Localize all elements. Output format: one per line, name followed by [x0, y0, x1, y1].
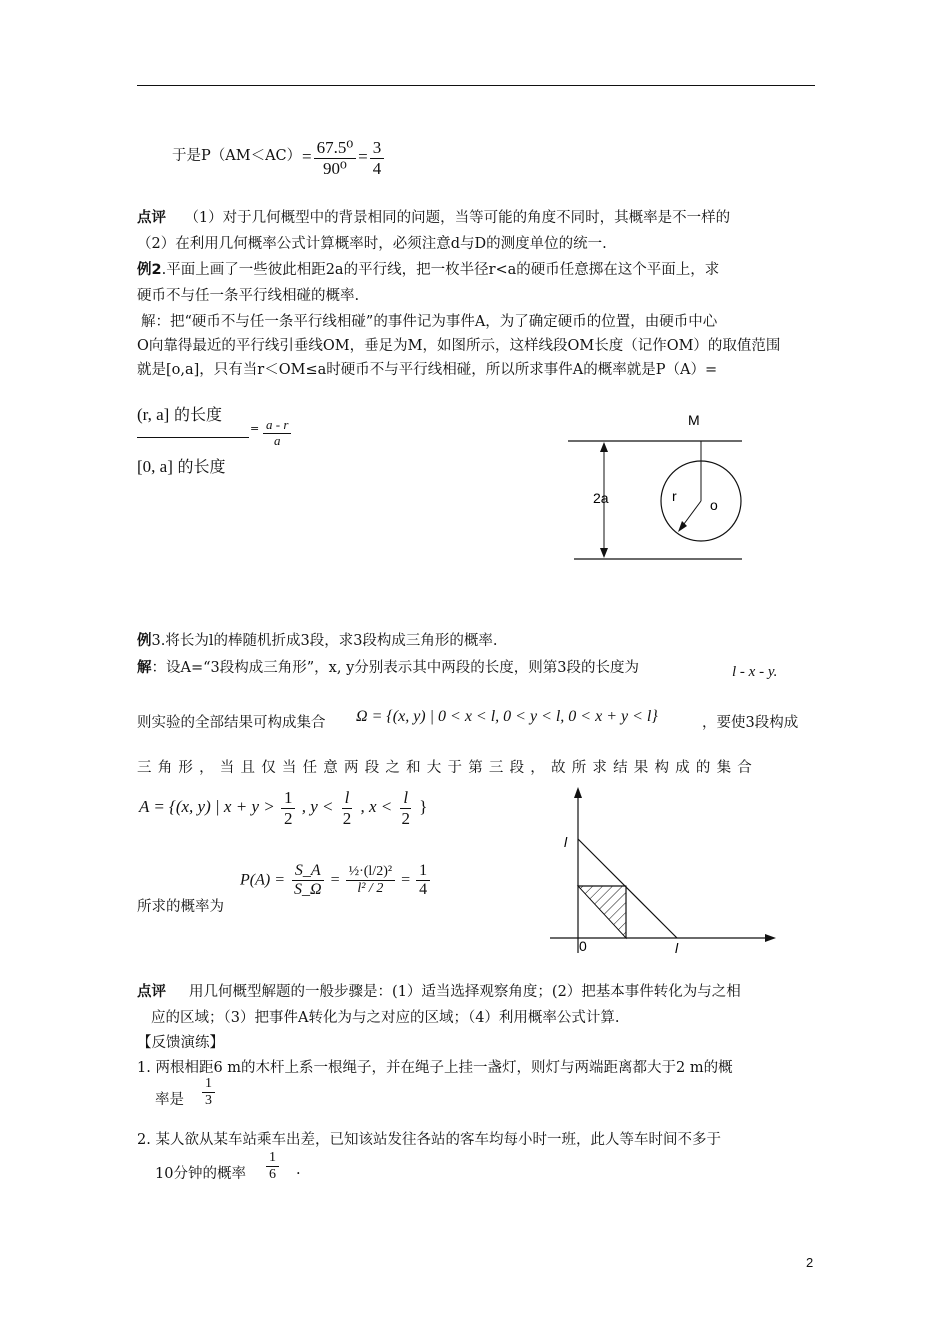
ex2-fraction-bar: [137, 437, 249, 438]
label-m: M: [688, 412, 700, 428]
ex3-third-length: l - x - y.: [732, 664, 778, 680]
ex2-fraction-denominator: [0, a] 的长度: [137, 457, 226, 476]
p-am-ac-formula: = $\frac{\text{67.5⁰}}{\text{90⁰}}$ = $\frac{3}{4}$: [302, 138, 386, 178]
ex2-equals: =: [250, 422, 260, 435]
ex3-triangle-line: 三角形，当且仅当任意两段之和大于第三段，故所求结果构成的集合: [137, 760, 758, 776]
p-am-ac-line: 于是P（AM＜AC）: [172, 148, 302, 164]
ex2-fraction-numerator: (r, a] 的长度: [137, 405, 222, 424]
x-axis-arrow: [765, 934, 776, 942]
ex3-sol1: 解：设A=“3段构成三角形”，x, y分别表示其中两段的长度，则第3段的长度为: [137, 660, 639, 676]
radius-arrow-head: [678, 521, 687, 532]
arrow-head-bottom: [600, 548, 608, 558]
feedback-title: 【反馈演练】: [137, 1035, 224, 1051]
ex2-rhs: $\frac{a - r}{a}$: [261, 418, 293, 449]
ex2-sol3: 就是[o,a]，只有当r＜OM≤a时硬币不与平行线相碰，所以所求事件A的概率就是P（A）=: [137, 362, 718, 378]
ex3-set-a: A = {(x, y) | x + y > $\frac{1}{2}$ , y < $\frac{l}{2}$ , x < $\frac{l}{2}$ }: [139, 788, 428, 828]
label-origin: 0: [579, 938, 587, 954]
arrow-head-top: [600, 442, 608, 452]
feedback-q1-answer: $\frac{1}{3}$: [200, 1076, 217, 1109]
feedback-q2-answer: $\frac{1}{6}$: [264, 1150, 281, 1183]
ex3-omega-tail: ，要使3段构成: [702, 715, 799, 731]
ex3-title: 例3.将长为l的棒随机折成3段，求3段构成三角形的概率.: [137, 633, 498, 649]
comment1-line2: （2）在利用几何概率公式计算概率时，必须注意d与D的测度单位的统一.: [137, 236, 607, 252]
feedback-q2-line1: 2. 某人欲从某车站乘车出差，已知该站发往各站的客车均每小时一班，此人等车时间不多于: [137, 1132, 721, 1148]
label-l-x: l: [675, 940, 679, 956]
comment2-line2: 应的区域；（3）把事件A转化为与之对应的区域；（4）利用概率公式计算.: [151, 1010, 620, 1026]
coin-diagram: [560, 405, 750, 580]
ex3-prob-formula: P(A) = $\frac{S\_A}{S\_\Omega}$ = $\frac{\text{½·(l/2)²}}{\text{l² / 2}}$ = $\frac{1}{4}$: [240, 862, 432, 900]
page-number: 2: [806, 1255, 814, 1270]
shaded-region: [578, 886, 626, 938]
label-l-y: l: [564, 834, 568, 850]
comment2-line1: 点评 用几何概型解题的一般步骤是：(1）适当选择观察角度；(2）把基本事件转化为与之相: [137, 984, 741, 1000]
y-axis-arrow: [574, 787, 582, 798]
comment1-line1: 点评 （1）对于几何概型中的背景相同的问题，当等可能的角度不同时，其概率是不一样的: [137, 210, 731, 226]
ex2-line2: 硬币不与任一条平行线相碰的概率.: [137, 288, 360, 304]
ex3-omega-set: Ω = {(x, y) | 0 < x < l, 0 < y < l, 0 < x + y < l}: [356, 708, 658, 725]
header-rule: [137, 85, 815, 86]
ex3-omega-intro: 则实验的全部结果可构成集合: [137, 715, 326, 731]
feedback-q1-line2: 率是: [155, 1092, 184, 1108]
label-2a: 2a: [593, 490, 609, 506]
triangle-region-chart: [545, 785, 780, 965]
feedback-q1-line1: 1. 两根相距6 m的木杆上系一根绳子，并在绳子上挂一盏灯，则灯与两端距离都大于2 m的概: [137, 1060, 733, 1076]
feedback-q2-tail: .: [296, 1162, 301, 1178]
ex2-sol1: 解：把“硬币不与任一条平行线相碰”的事件记为事件A，为了确定硬币的位置，由硬币中心: [141, 314, 718, 330]
ex2-sol2: O向靠得最近的平行线引垂线OM，垂足为M，如图所示，这样线段OM长度（记作OM）的取值范围: [137, 338, 781, 354]
ex2-line1: 例2.平面上画了一些彼此相距2a的平行线，把一枚半径r<a的硬币任意掷在这个平面上，求: [137, 262, 720, 278]
feedback-q2-line2: 10分钟的概率: [155, 1166, 246, 1182]
ex3-prob-intro: 所求的概率为: [137, 899, 224, 915]
label-r: r: [672, 488, 677, 504]
label-o: o: [710, 497, 718, 513]
